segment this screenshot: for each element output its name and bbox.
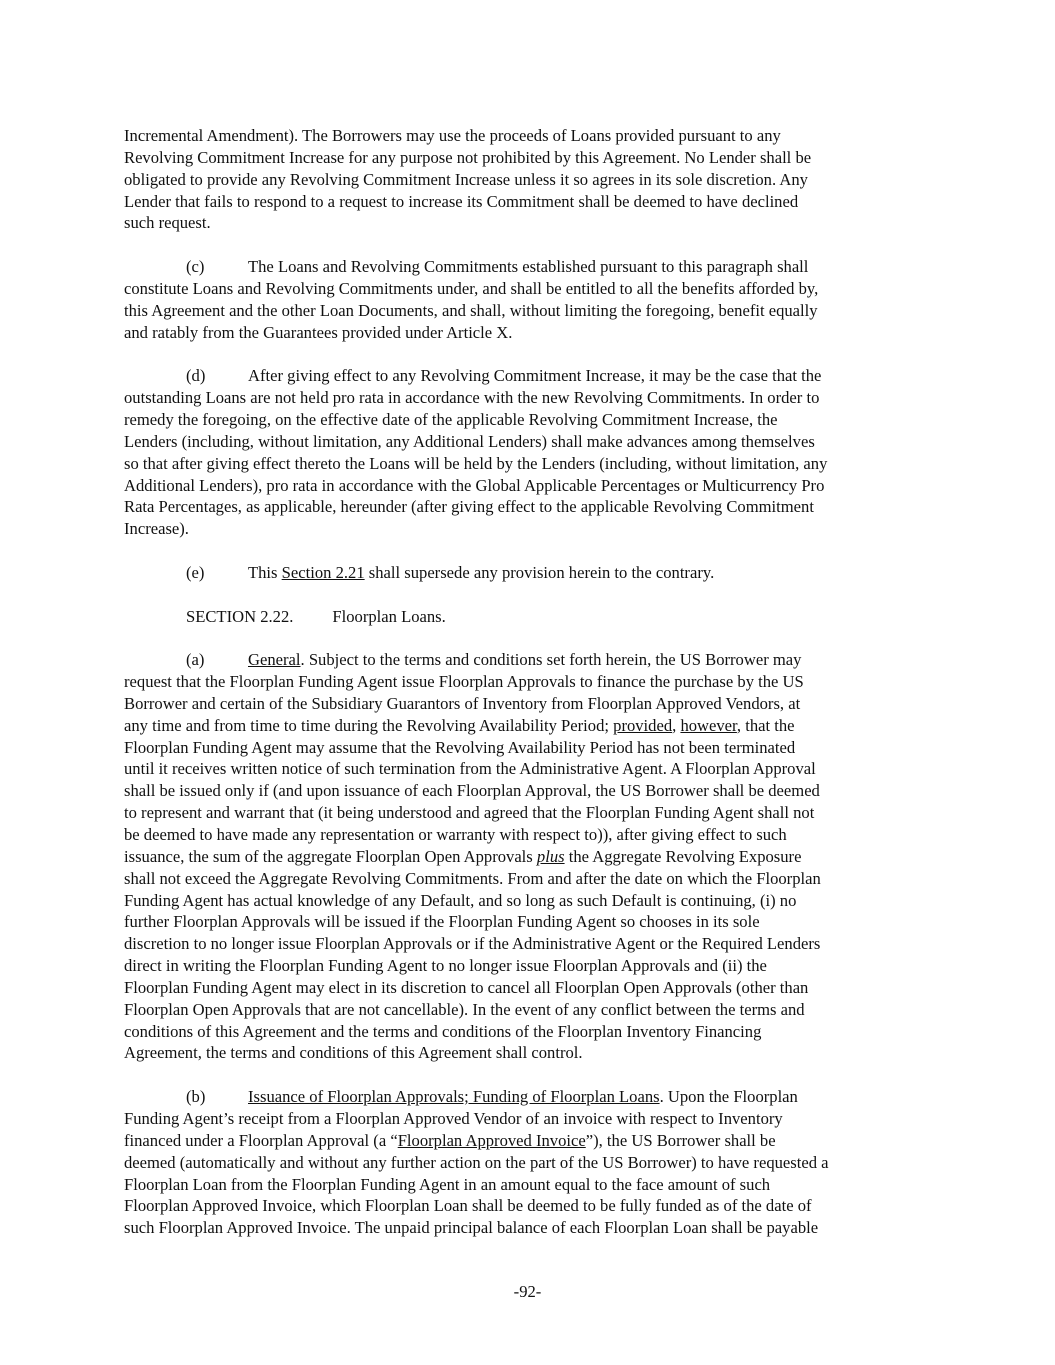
text-line: until it receives written notice of such termination from the Administrative Agent. A Floorplan Approval — [124, 759, 816, 779]
text-line — [124, 365, 932, 387]
text-line — [124, 256, 932, 278]
text-line: Incremental Amendment). The Borrowers may use the proceeds of Loans provided pursuant to any — [124, 126, 781, 145]
text-line: further Floorplan Approvals will be issued if the Floorplan Funding Agent so chooses in its sole — [124, 912, 760, 932]
text-line — [124, 562, 932, 584]
text-line: such Floorplan Approved Invoice. The unpaid principal balance of each Floorplan Loan shall be payable — [124, 1218, 819, 1238]
emphasis-plus: plus — [536, 846, 565, 866]
text-line: Rata Percentages, as applicable, hereunder (after giving effect to the applicable Revolving Commitment — [124, 497, 814, 517]
paragraph-continuation — [124, 125, 932, 234]
defined-term: however — [680, 715, 737, 735]
text-line: obligated to provide any Revolving Commitment Increase unless it so agrees in its sole discretion. Any — [124, 169, 808, 189]
text-line: conditions of this Agreement and the terms and conditions of the Floorplan Inventory Financing — [124, 1021, 762, 1041]
text-run: The Loans and Revolving Commitments established pursuant to this paragraph shall — [248, 257, 809, 277]
text-line: Agreement, the terms and conditions of this Agreement shall control. — [124, 1043, 583, 1063]
section-number: SECTION 2.22. — [186, 606, 294, 626]
paragraph-d — [124, 365, 932, 540]
text-run: , — [672, 715, 681, 735]
text-line: Additional Lenders), pro rata in accordance with the Global Applicable Percentages or Multicurrency Pro — [124, 475, 825, 495]
text-run: shall supersede any provision herein to the contrary. — [364, 562, 715, 582]
text-line — [124, 649, 932, 671]
text-line — [124, 846, 932, 868]
text-line: discretion to no longer issue Floorplan Approvals or if the Administrative Agent or the Required Lenders — [124, 934, 821, 954]
text-line: Floorplan Approved Invoice, which Floorplan Loan shall be deemed to be fully funded as of the date of — [124, 1196, 812, 1216]
text-line: this Agreement and the other Loan Documents, and shall, without limiting the foregoing, benefit equally — [124, 300, 818, 320]
text-line: outstanding Loans are not held pro rata in accordance with the new Revolving Commitments. In order to — [124, 388, 820, 408]
text-line: direct in writing the Floorplan Funding Agent to no longer issue Floorplan Approvals and (ii) the — [124, 956, 767, 976]
paragraph-label: (e) — [186, 562, 205, 582]
paragraph-label: (d) — [186, 366, 206, 386]
text-line: Floorplan Funding Agent may assume that the Revolving Availability Period has not been terminated — [124, 737, 796, 757]
text-line: request that the Floorplan Funding Agent issue Floorplan Approvals to finance the purchase by the US — [124, 672, 804, 692]
page-number: -92- — [513, 1282, 542, 1301]
text-line: and ratably from the Guarantees provided under Article X. — [124, 322, 513, 342]
text-run: . Upon the Floorplan — [659, 1087, 798, 1107]
text-line — [124, 606, 932, 628]
paragraph-label: (b) — [186, 1087, 206, 1107]
paragraph-heading: General — [248, 650, 301, 670]
section-heading — [124, 606, 932, 628]
paragraph-e — [124, 562, 932, 584]
text-run: issuance, the sum of the aggregate Floorplan Open Approvals — [124, 846, 537, 866]
text-line: Lender that fails to respond to a request to increase its Commitment shall be deemed to have declined — [124, 191, 799, 211]
text-line: deemed (automatically and without any further action on the part of the US Borrower) to have requested a — [124, 1152, 829, 1172]
text-run: . Subject to the terms and conditions set forth herein, the US Borrower may — [300, 650, 802, 670]
paragraph-label: (a) — [186, 650, 205, 670]
text-run: the Aggregate Revolving Exposure — [564, 846, 802, 866]
paragraph-label: (c) — [186, 257, 205, 277]
text-line: Floorplan Open Approvals that are not cancellable). In the event of any conflict between the terms and — [124, 999, 805, 1019]
section-title: Floorplan Loans. — [332, 606, 446, 626]
text-line: be deemed to have made any representation or warranty with respect to)), after giving effect to such — [124, 825, 787, 844]
paragraph-c — [124, 256, 932, 343]
text-line: Funding Agent has actual knowledge of any Default, and so long as such Default is continuing, (i) no — [124, 890, 797, 910]
document-body — [124, 125, 932, 1261]
text-run: , that the — [736, 715, 795, 735]
text-run: After giving effect to any Revolving Commitment Increase, it may be the case that the — [248, 366, 822, 386]
defined-term: provided — [613, 715, 673, 735]
text-run: financed under a Floorplan Approval (a “ — [124, 1130, 398, 1150]
paragraph-a — [124, 649, 932, 1064]
section-reference: Section 2.21 — [281, 562, 365, 582]
paragraph-b — [124, 1086, 932, 1239]
defined-term: Floorplan Approved Invoice — [397, 1130, 586, 1150]
text-line: to represent and warrant that (it being understood and agreed that the Floorplan Funding Agent shall not — [124, 803, 815, 823]
text-line: such request. — [124, 213, 211, 233]
text-run: This — [248, 562, 282, 582]
text-line: shall be issued only if (and upon issuance of each Floorplan Approval, the US Borrower shall be deemed — [124, 781, 820, 801]
text-line — [124, 1086, 932, 1108]
text-line: Funding Agent’s receipt from a Floorplan Approved Vendor of an invoice with respect to Inventory — [124, 1108, 783, 1128]
text-line: so that after giving effect thereto the Loans will be held by the Lenders (including, without limitation, any — [124, 453, 828, 473]
text-line: Lenders (including, without limitation, any Additional Lenders) shall make advances among themselves — [124, 431, 815, 451]
text-run: ”), the US Borrower shall be — [585, 1130, 776, 1150]
text-line: shall not exceed the Aggregate Revolving Commitments. From and after the date on which the Floorplan — [124, 868, 821, 888]
text-line: Borrower and certain of the Subsidiary Guarantors of Inventory from Floorplan Approved Vendors, at — [124, 693, 801, 713]
text-line — [124, 715, 932, 737]
text-line: remedy the foregoing, on the effective date of the applicable Revolving Commitment Increase, the — [124, 409, 778, 429]
text-run: any time and from time to time during the Revolving Availability Period; — [124, 715, 614, 735]
text-line: Floorplan Loan from the Floorplan Funding Agent in an amount equal to the face amount of such — [124, 1174, 771, 1194]
text-line: constitute Loans and Revolving Commitments under, and shall be entitled to all the benefits afforded by, — [124, 278, 819, 298]
text-line: Increase). — [124, 519, 189, 539]
paragraph-heading: Issuance of Floorplan Approvals; Funding of Floorplan Loans — [248, 1087, 660, 1107]
text-line: Floorplan Funding Agent may elect in its discretion to cancel all Floorplan Open Approvals (other than — [124, 977, 809, 997]
text-line — [124, 1130, 932, 1152]
text-line: Revolving Commitment Increase for any purpose not prohibited by this Agreement. No Lender shall be — [124, 147, 812, 167]
